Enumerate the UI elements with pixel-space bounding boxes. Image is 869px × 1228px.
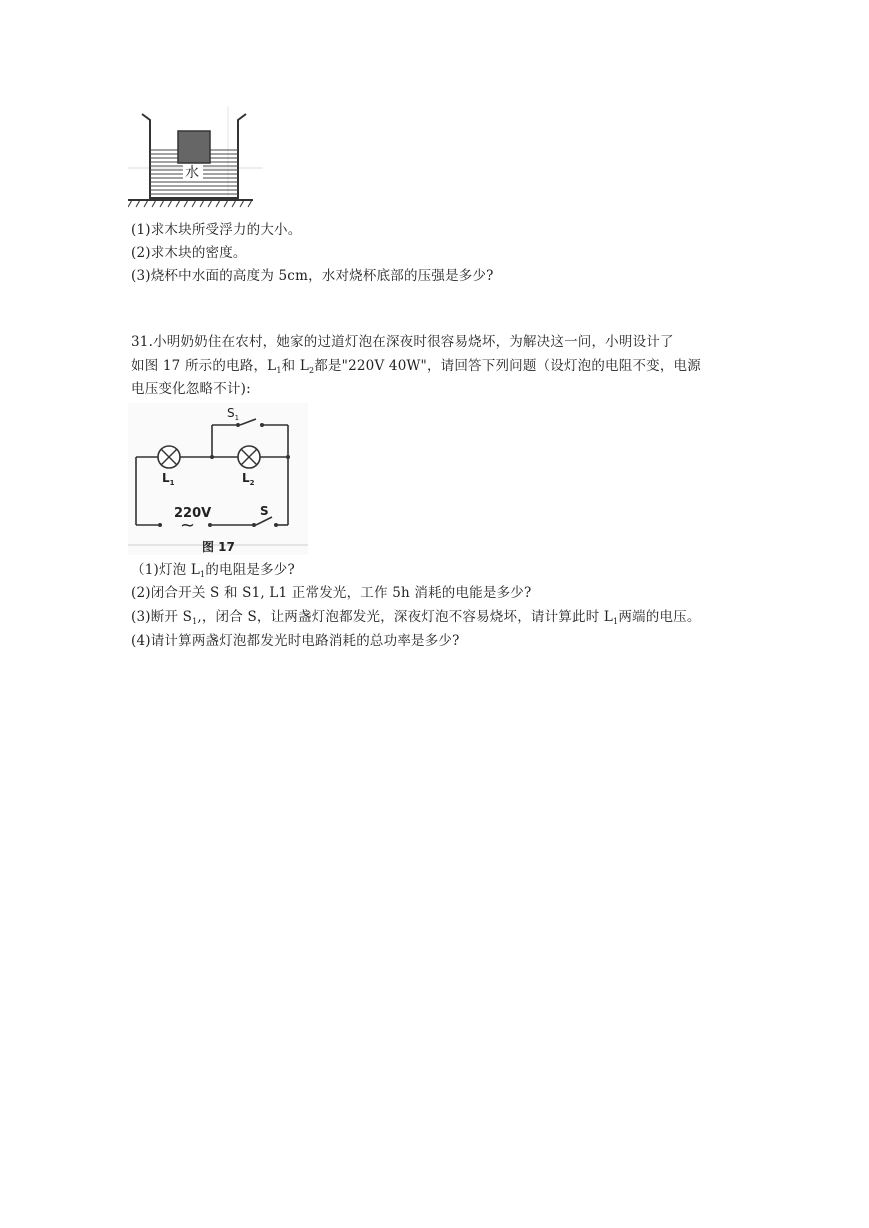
q31-item-3: (3)断开 $S_1$,，闭合 S，让两盏灯泡都发光，深夜灯泡不容易烧坏，请计算此时 $L_1$两端的电压。 xyxy=(131,609,701,626)
circuit-figure xyxy=(128,403,308,555)
q31-stem-line-3: 电压变化忽略不计): xyxy=(131,381,251,397)
switch-s-label: S xyxy=(260,504,269,518)
q31-stem-line-1: 31.小明奶奶住在农村，她家的过道灯泡在深夜时很容易烧坏，为解决这一问，小明设计了 xyxy=(131,334,674,350)
q30-item-3: (3)烧杯中水面的高度为 5cm，水对烧杯底部的压强是多少? xyxy=(131,268,494,284)
ac-symbol: ~ xyxy=(180,515,196,536)
water-label: 水 xyxy=(185,165,199,181)
figure-caption: 图 17 xyxy=(202,540,235,554)
q31-item-2: (2)闭合开关 S 和 S1, L1 正常发光，工作 5h 消耗的电能是多少? xyxy=(131,585,532,601)
q31-stem-line-2: 如图 17 所示的电路，$L_1$和 $L_2$都是"220V 40W"，请回答下列问题（设灯泡的电阻不变，电源 xyxy=(131,358,701,375)
q31-item-4: (4)请计算两盏灯泡都发光时电路消耗的总功率是多少? xyxy=(131,633,460,649)
q30-item-2: (2)求木块的密度。 xyxy=(131,245,247,261)
q30-item-1: (1)求木块所受浮力的大小。 xyxy=(131,222,302,238)
source-voltage-label: 220V xyxy=(174,506,212,521)
beaker-figure xyxy=(128,106,263,211)
switch-s1-label: $S_1$ xyxy=(227,406,240,422)
lamp-l2-label: $L_2$ xyxy=(242,471,255,487)
q31-item-1: （1)灯泡 $L_1$的电阻是多少? xyxy=(131,562,295,579)
lamp-l1-icon xyxy=(158,446,180,468)
lamp-l1-label: $L_1$ xyxy=(162,471,175,487)
wood-block xyxy=(178,131,210,163)
lamp-l2-icon xyxy=(238,446,260,468)
